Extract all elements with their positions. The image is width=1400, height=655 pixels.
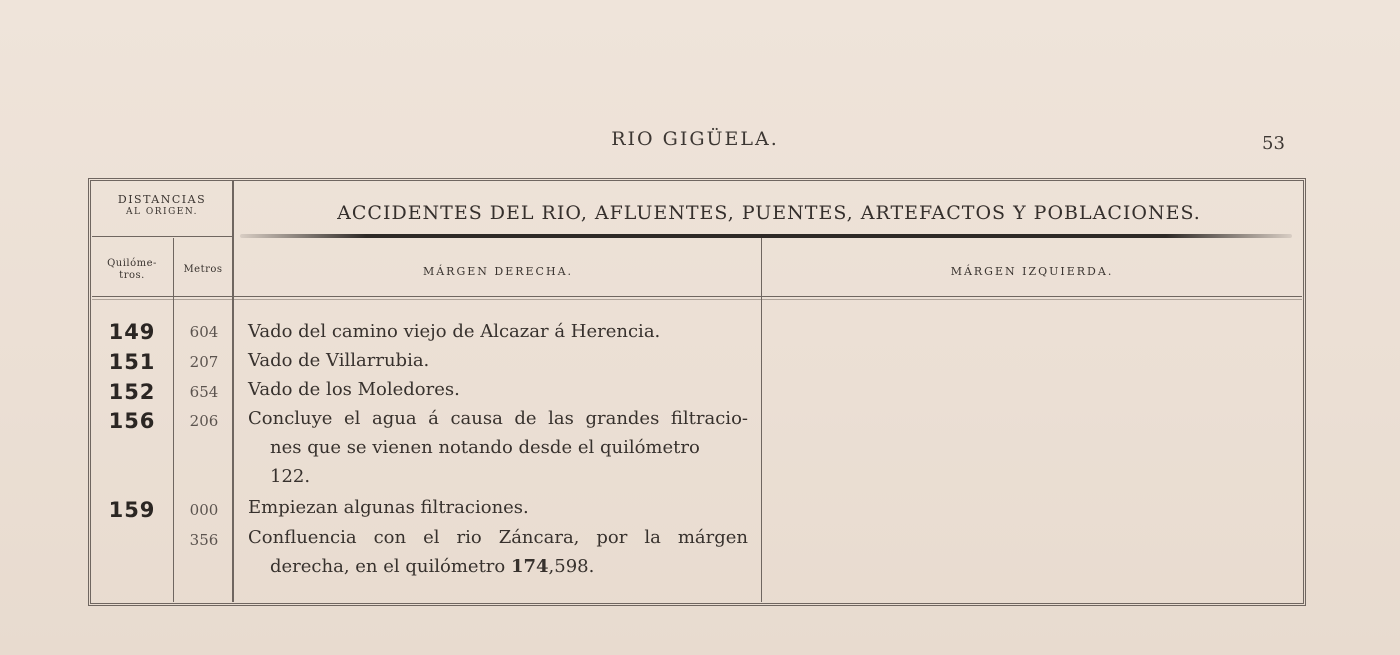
entry-text: Vado de los Moledores.: [248, 379, 460, 400]
km-value: 149: [108, 320, 156, 344]
entry-line: nes que se vienen notando desde el quilómetro: [270, 437, 700, 458]
km-value: 152: [108, 380, 156, 404]
rule-banks: [761, 238, 762, 602]
right-bank-header: MÁRGEN DERECHA.: [422, 265, 574, 278]
entry-line-part: ,598.: [548, 556, 595, 577]
rule-km-metros: [173, 238, 174, 602]
metros-value: 000: [189, 501, 219, 519]
metros-value: 356: [189, 531, 219, 549]
left-bank-header: MÁRGEN IZQUIERDA.: [950, 265, 1114, 278]
entry-text: [248, 523, 748, 581]
distances-header-line2: AL ORIGEN.: [126, 207, 198, 217]
bold-kilometre: 174: [510, 556, 549, 577]
rule-under-subheaders: [92, 296, 1302, 297]
rule-under-subheaders-2: [92, 299, 1302, 300]
running-head-text: RIO GIGÜELA.: [611, 128, 779, 150]
metros-value: 206: [189, 412, 219, 430]
km-value: 156: [108, 409, 156, 433]
main-title: ACCIDENTES DEL RIO, AFLUENTES, PUENTES, ARTEFACTOS Y POBLACIONES.: [337, 202, 1201, 224]
km-header: [92, 258, 172, 282]
entry-text: Empiezan algunas filtraciones.: [248, 497, 529, 518]
km-header-line2: tros.: [119, 270, 145, 281]
distances-header: [92, 193, 232, 219]
km-value: 159: [108, 498, 156, 522]
km-header-line1: Quilóme-: [107, 258, 157, 269]
entry-text: Vado del camino viejo de Alcazar á Herencia.: [248, 321, 661, 342]
heavy-title-rule: [240, 234, 1292, 238]
entry-line: Concluye el agua á causa de las grandes filtracio-: [248, 408, 748, 429]
metros-header: Metros: [183, 264, 223, 275]
metros-value: 604: [189, 323, 219, 341]
entry-line: 122.: [270, 466, 311, 487]
entry-line: Confluencia con el rio Záncara, por la márgen: [248, 527, 748, 548]
entry-text: Vado de Villarrubia.: [248, 350, 430, 371]
entry-line: [248, 552, 748, 581]
rule-under-distances: [92, 236, 232, 237]
distances-header-line1: DISTANCIAS: [117, 193, 207, 206]
km-value: 151: [108, 350, 156, 374]
rule-left-columns: [232, 180, 234, 602]
metros-value: 207: [189, 353, 219, 371]
entry-line-part: derecha, en el quilómetro: [270, 556, 511, 577]
running-head: [0, 128, 1400, 150]
entry-text: [248, 404, 748, 491]
metros-value: 654: [189, 383, 219, 401]
page-number: 53: [1262, 133, 1285, 154]
